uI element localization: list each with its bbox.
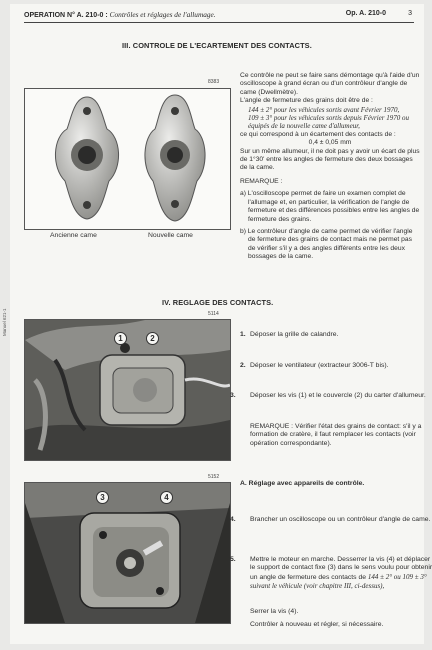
cam-illustration — [25, 89, 230, 229]
marker-4: 4 — [160, 491, 173, 504]
step-4: 4. Brancher un oscilloscope ou un contrôleur d'angle de came. — [230, 516, 431, 523]
heading-a: A. Réglage avec appareils de contrôle. — [240, 480, 365, 487]
distributor-photo-1 — [24, 319, 231, 461]
page-number: 3 — [408, 10, 412, 17]
remark-title: REMARQUE : — [240, 177, 283, 185]
manual-page — [10, 4, 432, 644]
marker-3: 3 — [96, 491, 109, 504]
step-5-tighten: Serrer la vis (4). — [250, 608, 299, 615]
new-cam-icon — [145, 95, 205, 221]
paragraph-gap: ce qui correspond à un écartement des contacts de : — [240, 130, 396, 138]
marker-1: 1 — [114, 332, 127, 345]
remark-a: a) L'oscilloscope permet de faire un examen complet de l'allumage et, en particulier, la vérification de l'angle de fermeture et des différences possibles entre les angles de fermeture des grains. — [240, 190, 420, 223]
gap-value: 0,4 ± 0,05 mm — [308, 139, 352, 147]
old-cam-icon — [55, 97, 118, 219]
margin-note: Manuel 621-1 — [2, 308, 7, 336]
header-operation: OPERATION N° A. 210-0 : Contrôles et réglages de l'allumage. — [24, 10, 216, 19]
paragraph-angle: L'angle de fermeture des grains doit être de : — [240, 97, 373, 105]
step-5: 5. Mettre le moteur en marche. Desserrer la vis (4) et déplacer le support de contact fixe (3) dans le sens voulu pour obtenir un angle de fermeture des contacts de 144 ± 2° ou 109 ± 3° suivant le véhicule (voir chapitre III, ci-dessus), — [230, 556, 432, 591]
angle-since-1970: 109 ± 3° pour les véhicules sortis depuis Février 1970 ou équipés de la nouvelle came d'allumeur, — [248, 114, 410, 131]
marker-2: 2 — [146, 332, 159, 345]
angle-before-1970: 144 ± 2° pour les véhicules sortis avant Février 1970, — [248, 105, 400, 114]
section-3-text — [240, 72, 420, 262]
step-2: 2. Déposer le ventilateur (extracteur 3006-T bis). — [240, 362, 389, 369]
section-3-title: III. CONTROLE DE L'ECARTEMENT DES CONTACTS. — [122, 41, 312, 50]
step-1: 1. Déposer la grille de calandre. — [240, 331, 339, 338]
step-5-angles: 144 ± 2° ou 109 ± 3° suivant le véhicule (voir chapitre III, ci-dessus), — [250, 572, 427, 591]
paragraph-intro: Ce contrôle ne peut se faire sans démontage qu'à l'aide d'un oscilloscope à grand écran ou d'un contrôleur d'angle de came (Dwellmètre). — [240, 72, 420, 96]
cam-photo — [24, 88, 231, 230]
distributor-illustration-2 — [25, 483, 230, 623]
header-op-ref: Op. A. 210-0 — [345, 10, 386, 17]
step-3: 3. Déposer les vis (1) et le couvercle (2) du carter d'allumeur. — [230, 392, 426, 399]
paragraph-tolerance: Sur un même allumeur, il ne doit pas y avoir un écart de plus de 1°30' entre les angles de fermeture des deux bossages de la came. — [240, 147, 420, 172]
step-3-remark: REMARQUE : Vérifier l'état des grains de contact: s'il y a formation de cratère, il faut remplacer les contacts (voir opération correspondante). — [250, 423, 422, 447]
header-rule — [24, 22, 414, 23]
figure-ref-5152: 5152 — [208, 474, 220, 480]
distributor-illustration-1 — [25, 320, 230, 460]
section-4-title: IV. REGLAGE DES CONTACTS. — [162, 298, 274, 307]
step-5-recheck: Contrôler à nouveau et régler, si nécessaire. — [250, 621, 384, 628]
remark-b: b) Le contrôleur d'angle de came permet de vérifier l'angle de fermeture des grains de contact mais ne permet pas de vérifier s'il y a des angles différents entre les deux bossages de la came. — [240, 227, 413, 261]
figure-ref-8383: 8383 — [208, 79, 220, 85]
distributor-photo-2 — [24, 482, 231, 624]
caption-new-cam: Nouvelle came — [148, 232, 193, 239]
figure-ref-5114: 5114 — [208, 311, 219, 317]
caption-old-cam: Ancienne came — [50, 232, 97, 239]
page-header — [24, 10, 414, 22]
header-subtitle: Contrôles et réglages de l'allumage. — [109, 10, 216, 19]
